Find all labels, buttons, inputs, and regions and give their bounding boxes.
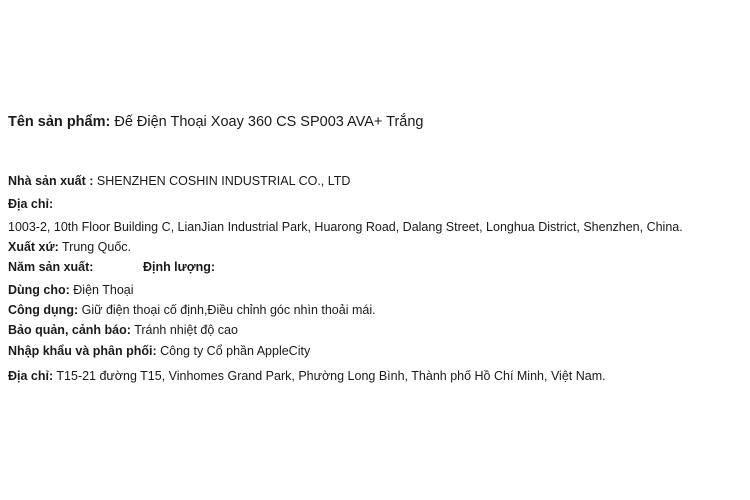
product-title-value: Đế Điện Thoại Xoay 360 CS SP003 AVA+ Trắng — [114, 114, 424, 130]
product-title — [8, 113, 423, 131]
spec-value: Điện Thoại — [73, 283, 134, 297]
spec-value: Trung Quốc. — [61, 240, 131, 254]
spec-value: Công ty Cổ phần AppleCity — [160, 344, 311, 358]
spec-row-used-for — [8, 282, 134, 298]
spec-row-storage-warning — [8, 322, 238, 338]
spec-row-importer-distributor — [8, 343, 310, 359]
spec-key: Bảo quản, cảnh báo: — [8, 323, 131, 337]
spec-key: Công dụng: — [8, 303, 79, 317]
spec-key: Nhập khẩu và phân phối: — [8, 344, 157, 358]
spec-value: SHENZHEN COSHIN INDUSTRIAL CO., LTD — [96, 174, 351, 188]
spec-row-manufacturer-address-value — [8, 219, 683, 235]
spec-row-manufacturer — [8, 173, 350, 189]
product-title-label: Tên sản phẩm: — [8, 114, 111, 130]
spec-value: Tránh nhiệt độ cao — [134, 323, 238, 337]
spec-value: 1003-2, 10th Floor Building C, LianJian Industrial Park, Huarong Road, Dalang Street, Longhua District, Shenzhen, China. — [8, 220, 683, 234]
spec-key-secondary: Định lượng: — [142, 260, 216, 274]
spec-row-year-and-quantity — [8, 259, 215, 275]
spec-key: Nhà sản xuất : — [8, 174, 94, 188]
spec-value: Giữ điện thoại cố định,Điều chỉnh góc nhìn thoải mái. — [81, 303, 376, 317]
spec-row-origin — [8, 239, 131, 255]
spec-key: Địa chỉ: — [8, 369, 54, 383]
spec-key: Địa chỉ: — [8, 197, 54, 211]
spec-key: Xuất xứ: — [8, 240, 59, 254]
spec-row-usage — [8, 302, 376, 318]
spec-key: Năm sản xuất: — [8, 260, 94, 274]
spec-row-distributor-address — [8, 368, 606, 384]
spec-value: T15-21 đường T15, Vinhomes Grand Park, Phường Long Bình, Thành phố Hồ Chí Minh, Việt Nam. — [56, 369, 606, 383]
spec-key: Dùng cho: — [8, 283, 70, 297]
spec-row-manufacturer-address-label — [8, 196, 53, 212]
